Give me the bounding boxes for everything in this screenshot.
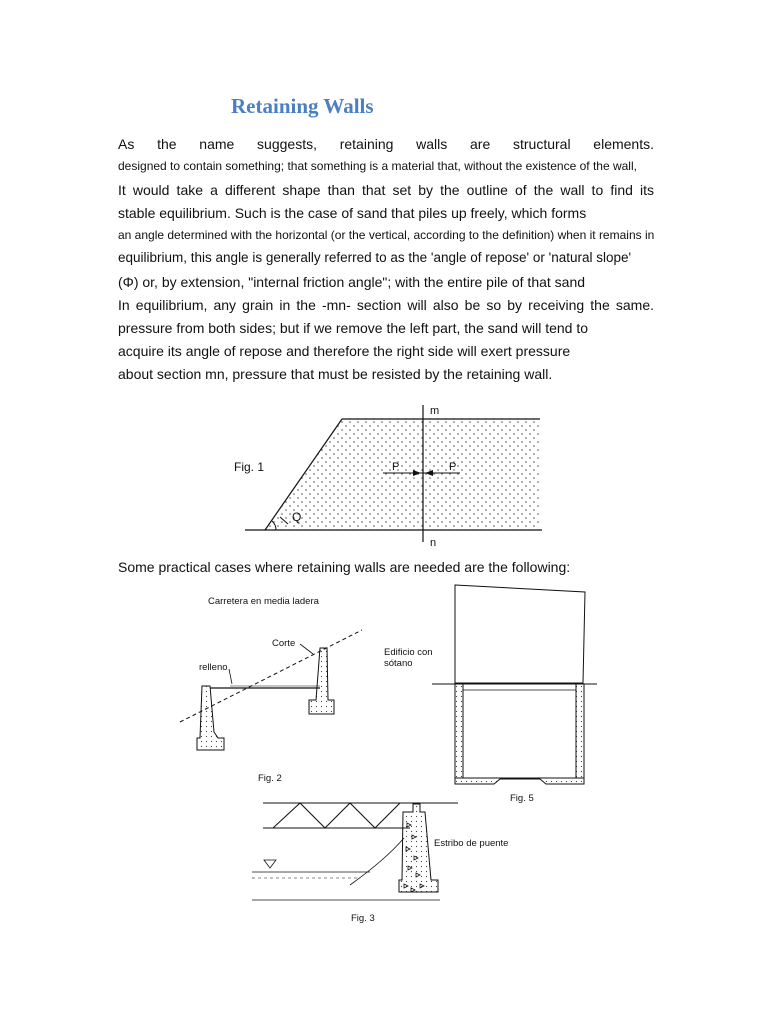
paragraph-line: equilibrium, this angle is generally referred to as the 'angle of repose' or 'natural slope'	[118, 250, 632, 265]
paragraph-line: stable equilibrium. Such is the case of sand that piles up freely, which forms	[118, 205, 587, 221]
label-n: n	[430, 537, 437, 549]
figure-2	[180, 596, 362, 784]
fig5-label-line2: sótano	[384, 658, 413, 669]
paragraph-line: (Φ) or, by extension, "internal friction angle"; with the entire pile of that sand	[118, 274, 586, 290]
basement-right-wall	[576, 684, 584, 778]
right-retaining-wall	[309, 648, 334, 714]
label-relleno: relleno	[199, 662, 228, 673]
label-corte: Corte	[272, 638, 296, 649]
basement-left-wall	[455, 684, 463, 778]
label-p-left: P	[392, 461, 400, 473]
practical-cases-heading: Some practical cases where retaining walls are needed are the following:	[118, 559, 571, 575]
label-m: m	[430, 405, 440, 417]
fig3-label: Estribo de puente	[434, 838, 509, 849]
paragraph-line: about section mn, pressure that must be resisted by the retaining wall.	[118, 366, 553, 382]
label-p-right: P	[449, 461, 457, 473]
fig2-title: Carretera en media ladera	[208, 596, 319, 607]
hillside-slope-line	[180, 630, 362, 722]
label-q: Q	[292, 510, 302, 524]
sand-pile	[265, 419, 540, 530]
paragraph-line: acquire its angle of repose and therefore the right side will exert pressure	[118, 343, 571, 359]
fig5-caption: Fig. 5	[510, 793, 534, 804]
fig5-label-line1: Edificio con	[384, 647, 433, 658]
building-upper	[455, 585, 585, 683]
paragraph-line: It would take a different shape than that set by the outline of the wall to find its	[118, 182, 654, 198]
paragraph-line: designed to contain something; that something is a material that, without the existence of the wall,	[118, 159, 637, 173]
paragraph-line: an angle determined with the horizontal (or the vertical, according to the definition) when it remains in	[118, 228, 655, 242]
figure-1	[234, 405, 542, 549]
figure-3	[252, 803, 508, 924]
water-level-icon	[264, 860, 276, 868]
paragraph-line: As the name suggests, retaining walls are structural elements.	[118, 136, 654, 152]
paragraph-line: In equilibrium, any grain in the -mn- section will also be so by receiving the same.	[118, 297, 654, 313]
fig1-caption: Fig. 1	[234, 460, 265, 474]
fig2-caption: Fig. 2	[258, 773, 282, 784]
left-retaining-wall	[197, 686, 224, 750]
figure-5	[384, 585, 597, 804]
truss-diagonals	[273, 803, 400, 828]
bridge-abutment	[399, 804, 438, 892]
basement-floor	[455, 778, 584, 784]
relleno-leader	[229, 669, 232, 684]
fig3-caption: Fig. 3	[351, 913, 375, 924]
embankment-line	[350, 838, 404, 885]
paragraph-line: pressure from both sides; but if we remove the left part, the sand will tend to	[118, 320, 589, 336]
page-title: Retaining Walls	[231, 94, 374, 118]
corte-leader	[300, 644, 313, 654]
